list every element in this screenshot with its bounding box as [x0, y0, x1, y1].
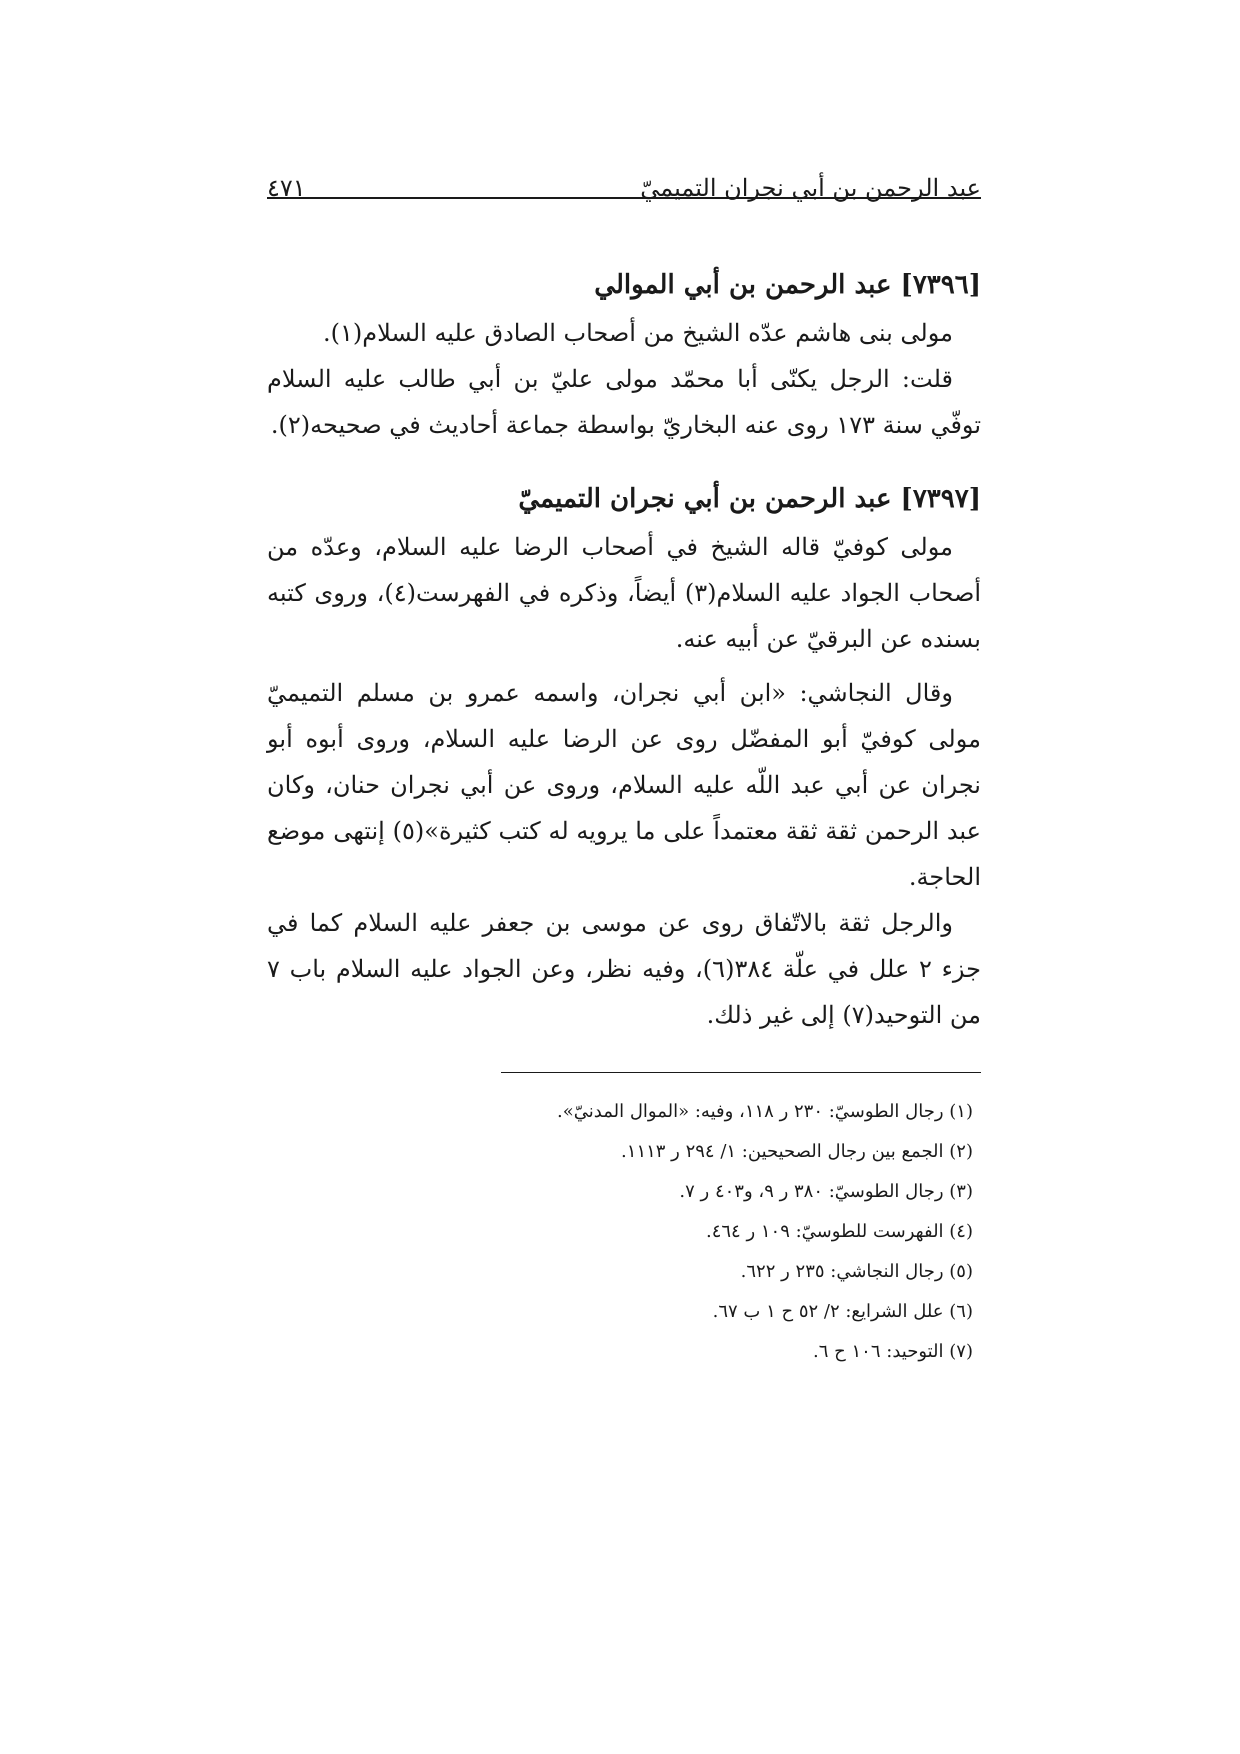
entry-7396-paragraph-1: مولى بنى هاشم عدّه الشيخ من أصحاب الصادق عليه السلام(١). [322, 319, 953, 347]
entry-heading-7397: [٧٣٩٧] عبد الرحمن بن أبي نجران التميميّ [518, 484, 981, 514]
footnote: (٧) التوحيد: ١٠٦ ح ٦. [813, 1341, 973, 1362]
footnote: (١) رجال الطوسيّ: ٢٣٠ ر ١١٨، وفيه: «الموال المدنيّ». [557, 1101, 973, 1122]
footnotes [267, 1092, 981, 1372]
header-rule [267, 197, 981, 199]
footnote: (٤) الفهرست للطوسيّ: ١٠٩ ر ٤٦٤. [705, 1221, 973, 1242]
entry-7397-paragraph-2: وقال النجاشي: «ابن أبي نجران، واسمه عمرو بن مسلم التميميّ مولى كوفيّ أبو المفضّل روى عن الرضا عليه السلام، وروى أبوه أبو نجران عن أبي عبد اللّه عليه السلام، وروى عن أبي نجران حنان، وكان عبد الرحمن ثقة ثقة معتمداً على ما يرويه له كتب كثيرة»(٥) إنتهى موضع الحاجة. [267, 679, 981, 891]
footnote: (٢) الجمع بين رجال الصحيحين: ١/ ٢٩٤ ر ١١١٣. [621, 1141, 973, 1162]
footnote: (٥) رجال النجاشي: ٢٣٥ ر ٦٢٢. [740, 1261, 973, 1282]
running-title: عبد الرحمن بن أبي نجران التميميّ [640, 174, 981, 202]
running-header [267, 150, 981, 200]
entry-7397-paragraph-3: والرجل ثقة بالاتّفاق روى عن موسى بن جعفر عليه السلام كما في جزء ٢ علل في علّة ٣٨٤(٦)، وفيه نظر، وعن الجواد عليه السلام باب ٧ من التوحيد(٧) إلى غير ذلك. [267, 909, 981, 1029]
footnote: (٣) رجال الطوسيّ: ٣٨٠ ر ٩، و٤٠٣ ر ٧. [679, 1181, 973, 1202]
footnote-rule [501, 1072, 981, 1073]
entry-7397-paragraph-1: مولى كوفيّ قاله الشيخ في أصحاب الرضا عليه السلام، وعدّه من أصحاب الجواد عليه السلام(٣) أيضاً، وذكره في الفهرست(٤)، وروى كتبه بسنده عن البرقيّ عن أبيه عنه. [267, 533, 981, 653]
main-text [267, 262, 981, 1038]
footnote: (٦) علل الشرايع: ٢/ ٥٢ ح ١ ب ٦٧. [712, 1301, 973, 1322]
document-page [267, 0, 981, 1754]
entry-7396-paragraph-2: قلت: الرجل يكنّى أبا محمّد مولى عليّ بن أبي طالب عليه السلام توفّي سنة ١٧٣ روى عنه البخاريّ بواسطة جماعة أحاديث في صحيحه(٢). [267, 365, 981, 439]
page-number: ٤٧١ [267, 174, 306, 202]
entry-heading-7396: [٧٣٩٦] عبد الرحمن بن أبي الموالي [594, 270, 981, 300]
